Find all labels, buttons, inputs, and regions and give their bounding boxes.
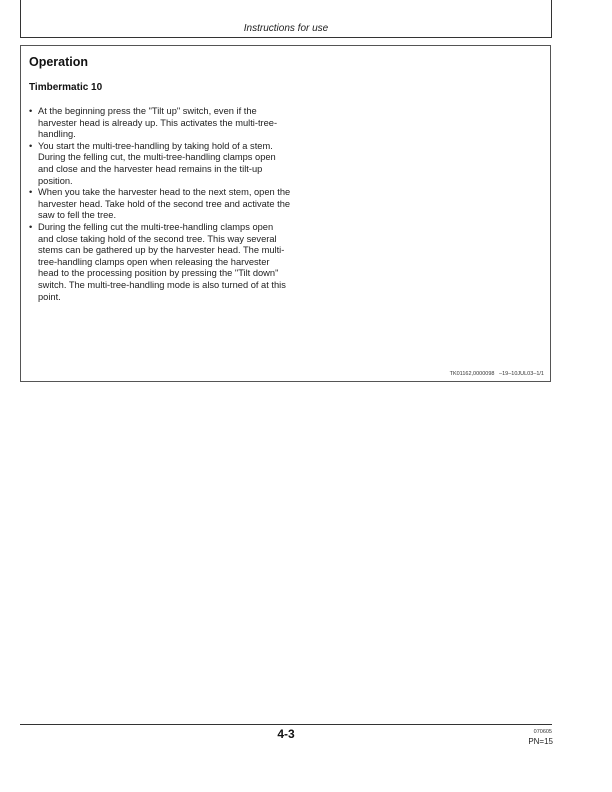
- list-item-text: You start the multi-tree-handling by taking hold of a stem. During the felling cut, the multi-tree-handling clamps open and close and the harvester head remains in the tilt-up position.: [38, 140, 276, 186]
- page-number: 4-3: [277, 727, 295, 741]
- instruction-list: [29, 106, 291, 303]
- bullet-icon: •: [29, 140, 33, 151]
- list-item: [29, 141, 291, 187]
- list-item-text: When you take the harvester head to the next stem, open the harvester head. Take hold of the second tree and activate the saw to fell the tree.: [38, 187, 291, 221]
- list-item-text: At the beginning press the "Tilt up" switch, even if the harvester head is already up. This activates the multi-tree-handling.: [38, 106, 278, 140]
- header-divider: [20, 37, 552, 38]
- bullet-icon: •: [29, 187, 33, 198]
- date-code: 070605: [533, 729, 552, 735]
- list-item-text: During the felling cut the multi-tree-handling clamps open and close taking hold of the second tree. This way several stems can be gathered up by the harvester head. The multi-tree-handling clamps open when releasing the harvester head to the processing position by pressing the "Tilt down" switch. The multi-tree-handling mode is also turned of at this point.: [38, 221, 286, 302]
- footer-divider: [20, 724, 552, 725]
- section-title: Operation: [29, 55, 89, 69]
- pn-label: PN=15: [528, 737, 553, 746]
- list-item: [29, 106, 291, 141]
- operation-section: [20, 45, 551, 382]
- bullet-icon: •: [29, 221, 33, 232]
- list-item: [29, 222, 291, 303]
- list-item: [29, 187, 291, 222]
- running-header: Instructions for use: [243, 23, 329, 34]
- section-subtitle: Timbermatic 10: [29, 82, 103, 93]
- bullet-icon: •: [29, 106, 33, 116]
- reference-code: TK01162,0000098 –19–10JUL03–1/1: [449, 371, 544, 377]
